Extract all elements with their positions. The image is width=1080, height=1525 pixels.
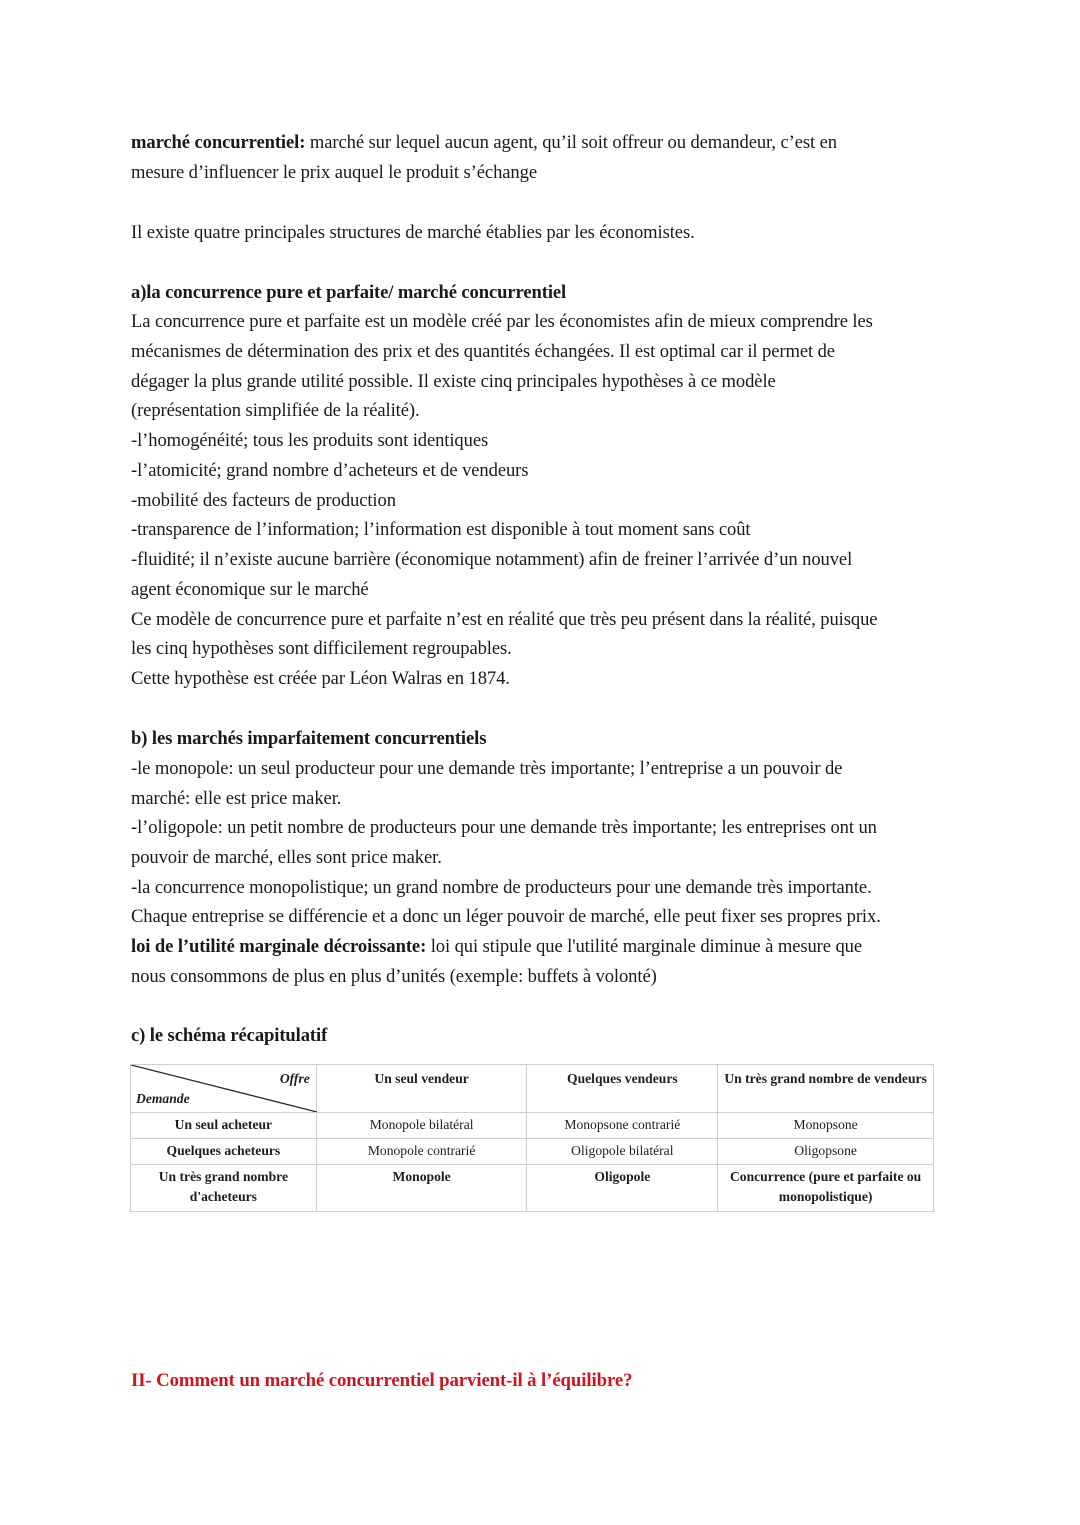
section-a-paragraph-line: dégager la plus grande utilité possible. Il existe cinq principales hypothèses à ce modèle [131, 371, 776, 392]
row-header: Quelques acheteurs [131, 1139, 317, 1165]
table-row [131, 1164, 934, 1211]
section-b-line: Chaque entreprise se différencie et a donc un léger pouvoir de marché, elle peut fixer ses propres prix. [131, 906, 881, 927]
section-a-heading: a)la concurrence pure et parfaite/ marché concurrentiel [131, 282, 567, 303]
section-a-conclusion-line: les cinq hypothèses sont difficilement regroupables. [131, 638, 512, 659]
row-header: Un seul acheteur [131, 1113, 317, 1139]
hypothesis-item: -l’homogénéité; tous les produits sont identiques [131, 430, 489, 451]
table-cell: Oligopsone [718, 1139, 934, 1165]
table-cell: Concurrence (pure et parfaite ou monopolistique) [718, 1164, 934, 1211]
definition-text-line-2: mesure d’influencer le prix auquel le produit s’échange [131, 162, 537, 183]
column-header: Un seul vendeur [316, 1065, 527, 1113]
definition-loi-utilite [131, 932, 862, 962]
definition-text: marché sur lequel aucun agent, qu’il soit offreur ou demandeur, c’est en [305, 132, 837, 153]
definition-loi-utilite-line-2: nous consommons de plus en plus d’unités (exemple: buffets à volonté) [131, 966, 657, 987]
table-row [131, 1139, 934, 1165]
section-c-heading: c) le schéma récapitulatif [131, 1025, 328, 1046]
table-corner-cell [131, 1065, 317, 1113]
section-b-line: marché: elle est price maker. [131, 788, 342, 809]
hypothesis-item-continued: agent économique sur le marché [131, 579, 369, 600]
section-a-paragraph-line: (représentation simplifiée de la réalité). [131, 400, 420, 421]
hypothesis-item: -mobilité des facteurs de production [131, 490, 396, 511]
market-structures-table [130, 1064, 934, 1212]
row-header: Un très grand nombre d'acheteurs [131, 1164, 317, 1211]
section-b-line: -l’oligopole: un petit nombre de producteurs pour une demande très importante; les entreprises ont un [131, 817, 877, 838]
table-cell: Oligopole bilatéral [527, 1139, 718, 1165]
hypothesis-item: -l’atomicité; grand nombre d’acheteurs et de vendeurs [131, 460, 529, 481]
section-ii-heading: II- Comment un marché concurrentiel parvient-il à l’équilibre? [131, 1370, 633, 1391]
corner-label-offre: Offre [279, 1071, 310, 1086]
table-cell: Monopole [316, 1164, 527, 1211]
hypothesis-item: -transparence de l’information; l’information est disponible à tout moment sans coût [131, 519, 751, 540]
section-b-line: -le monopole: un seul producteur pour une demande très importante; l’entreprise a un pouvoir de [131, 758, 843, 779]
term-marche-concurrentiel: marché concurrentiel: [131, 132, 306, 153]
section-a-conclusion-line: Ce modèle de concurrence pure et parfaite n’est en réalité que très peu présent dans la réalité, puisque [131, 609, 878, 630]
corner-label-demande: Demande [136, 1091, 190, 1106]
table-cell: Oligopole [527, 1164, 718, 1211]
section-a-paragraph-line: mécanismes de détermination des prix et des quantités échangées. Il est optimal car il permet de [131, 341, 835, 362]
section-a-conclusion-line: Cette hypothèse est créée par Léon Walras en 1874. [131, 668, 510, 689]
table-cell: Monopole contrarié [316, 1139, 527, 1165]
section-a-paragraph-line: La concurrence pure et parfaite est un modèle créé par les économistes afin de mieux comprendre les [131, 311, 873, 332]
definition-text: loi qui stipule que l'utilité marginale diminue à mesure que [426, 936, 863, 957]
section-b-heading: b) les marchés imparfaitement concurrentiels [131, 728, 487, 749]
column-header: Un très grand nombre de vendeurs [718, 1065, 934, 1113]
intro-paragraph: Il existe quatre principales structures de marché établies par les économistes. [131, 222, 695, 243]
table-header-row [131, 1065, 934, 1113]
section-b-line: pouvoir de marché, elles sont price maker. [131, 847, 442, 868]
definition-marche-concurrentiel [131, 128, 837, 158]
table-cell: Monopsone [718, 1113, 934, 1139]
table-cell: Monopole bilatéral [316, 1113, 527, 1139]
table-cell: Monopsone contrarié [527, 1113, 718, 1139]
term-loi-utilite-marginale: loi de l’utilité marginale décroissante: [131, 936, 427, 957]
section-b-line: -la concurrence monopolistique; un grand nombre de producteurs pour une demande très importante. [131, 877, 872, 898]
hypothesis-item: -fluidité; il n’existe aucune barrière (économique notamment) afin de freiner l’arrivée d’un nouvel [131, 549, 853, 570]
table-row [131, 1113, 934, 1139]
column-header: Quelques vendeurs [527, 1065, 718, 1113]
